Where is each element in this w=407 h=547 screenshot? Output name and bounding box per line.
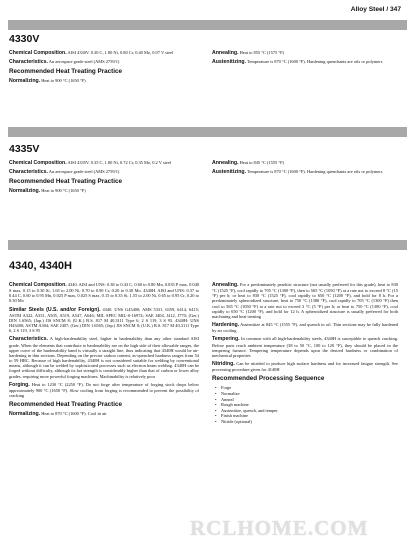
composition-text: AISI 4330V. 0.30 C, 1.80 Ni, 0.80 Cr, 0.40 Mo, 0.07 V steel: [67, 50, 174, 55]
characteristics-label: Characteristics.: [9, 59, 48, 66]
composition-paragraph: [9, 50, 199, 56]
austenitizing-label: Austenitizing.: [212, 59, 247, 66]
normalizing-label: Normalizing.: [9, 78, 41, 85]
normalizing-text: Heat to 900 °C (1650 °F): [41, 188, 86, 194]
processing-step: • Rough machine: [221, 402, 398, 408]
heat-treat-heading: Recommended Heat Treating Practice: [9, 401, 123, 409]
characteristics-paragraph: [9, 336, 199, 378]
right-column-4330v: [212, 50, 398, 68]
processing-sequence-heading: Recommended Processing Sequence: [212, 375, 325, 383]
characteristics-text: An aerospace grade steel (AMS 2759/1): [48, 59, 120, 65]
similar-steels-paragraph: [9, 307, 199, 334]
left-column-4330v: [9, 50, 199, 87]
composition-paragraph: [9, 160, 199, 166]
austenitizing-text: Temperature is 870 °C (1600 °F). Hardening quenchants are oils or polymers: [247, 59, 383, 65]
section-bar-4335v: [8, 127, 407, 137]
characteristics-paragraph: [9, 169, 199, 175]
composition-label: Chemical Composition.: [9, 160, 67, 166]
forging-label: Forging.: [9, 381, 30, 388]
heat-treat-heading: Recommended Heat Treating Practice: [9, 68, 123, 76]
annealing-paragraph: [212, 50, 398, 56]
characteristics-text: A high-hardenability steel, higher in hardenability than any other standard AISI grade. When the elements that contribute to hardenability are on the high side of their allowable ranges, the upper curve of the hardenability band is virtually a straight line, thus indicating that 4340H would be air-hardening in thin sections. Depending on the precise carbon content, as-quenched hardness ranges from 54 to 59 HRC. Because of high hardenability, 4340H is not considered suitable for welding by conventional means, although it can be welded by sophisticated processes such as electron beam welding. 4340H can be forged without difficulty, although its hot strength is considerably higher than that of carbon or lower alloy grades, requiring more powerful forging machines. Machinability is relatively poor: [9, 336, 199, 379]
processing-step: • Nitride (optional): [221, 419, 398, 425]
annealing-text: Heat to 845 °C (1555 °F): [239, 160, 284, 165]
normalizing-text: Heat to 900 °C (1650 °F): [41, 78, 86, 84]
hardening-text: Austenitize at 845 °C (1555 °F), and quench in oil. Thin sections may be fully hardened by air cooling: [212, 322, 398, 334]
annealing-text: For a predominately pearlitic structure (not usually preferred for this grade), heat to 830 °C (1525 °F), cool rapidly to 705 °C (1300 °F), then to 565 °C (1050 °F) at a rate not to exceed 8 °C (15 °F) per h; or heat to 830 °C (1525 °F), cool rapidly to 650 °C (1200 °F), and hold for 8 h. For a predominately spheroidized structure, heat to 750 °C (1380 °F), cool rapidly to 705 °C (1300 °F) then cool to 565 °C (1050 °F) at a rate not to exceed 3 °C (5 °F) per h; or heat to 750 °C (1380 °F), cool rapidly to 650 °C (1200 °F), and hold for 12 h. A spheroidized structure is usually preferred for both machining and heat treating: [212, 282, 398, 319]
processing-step: • Normalize: [221, 391, 398, 397]
processing-step: • Austenitize, quench, and temper: [221, 408, 398, 414]
annealing-paragraph: [212, 282, 398, 319]
heat-treat-heading: Recommended Heat Treating Practice: [9, 178, 123, 186]
processing-step: • Finish machine: [221, 413, 398, 419]
similar-steels-text: 4340. UNS G43400; AMS 5331, 6359, 6414, 6415; ASTM A322, A331, A505, A519, A547, A646; MIL SPEC MIL-S-16974; SAE J404, J412, J770; (Ger.) DIN 1.6565; (Jap.) JIS SNCM 8; (U.K.) B.S. 817 M 40,3111 Type 6, 2 S 119, 3 S 95. 4340H: UNS H43400; ASTM A304; SAE J407; (Ger.) DIN 1.6565; (Jap.) JIS SNCM 8; (U.K.) B.S. 817 M 40,3111 Type 6, 2 S 119, 3 S 95: [9, 306, 199, 334]
nitriding-text: Can be nitrided to produce high surface hardness and for increased fatigue strength. See processing procedure given for 4140H: [212, 361, 398, 373]
normalizing-label: Normalizing.: [9, 411, 41, 418]
austenitizing-label: Austenitizing.: [212, 169, 247, 176]
annealing-paragraph: [212, 160, 398, 166]
nitriding-paragraph: [212, 361, 398, 372]
composition-paragraph: [9, 282, 199, 304]
section-title-4330v: 4330V: [9, 33, 40, 45]
normalizing-label: Normalizing.: [9, 188, 41, 195]
annealing-label: Annealing.: [212, 50, 239, 56]
left-column-4335v: [9, 160, 199, 197]
processing-step: • Forge: [221, 385, 398, 391]
processing-sequence-list: [212, 385, 398, 424]
right-column-4340: [212, 282, 398, 425]
watermark: RCLHOME.COM: [190, 516, 369, 540]
section-title-4335v: 4335V: [9, 143, 40, 155]
composition-label: Chemical Composition.: [9, 282, 67, 288]
composition-label: Chemical Composition.: [9, 50, 67, 56]
normalizing-text: Heat to 870 °C (1600 °F). Cool in air: [41, 411, 107, 417]
composition-text: 4340. AISI and UNS: 0.38 to 0.43 C, 0.60 to 0.80 Mn, 0.035 P max, 0.040 S max, 0.15 to 0.30 Si, 1.65 to 2.00 Ni, 0.70 to 0.90 Cr, 0.20 to 0.30 Mo. 4340H. AISI and UNS: 0.37 to 0.44 C, 0.60 to 0.95 Mn, 0.025 P max, 0.025 S max, 0.15 to 0.35 Si, 1.55 to 2.00 Ni, 0.65 to 0.95 Cr, 0.20 to 0.30 Mo: [9, 282, 199, 304]
nitriding-label: Nitriding.: [212, 361, 235, 368]
normalizing-paragraph: [9, 78, 199, 84]
austenitizing-paragraph: [212, 169, 398, 175]
section-title-4340: 4340, 4340H: [9, 260, 72, 272]
left-column-4340: [9, 282, 199, 420]
similar-steels-label: Similar Steels (U.S. and/or Foreign).: [9, 306, 101, 313]
annealing-label: Annealing.: [212, 160, 239, 166]
section-bar-4340: [8, 240, 407, 250]
normalizing-paragraph: [9, 411, 199, 417]
processing-step: • Anneal: [221, 397, 398, 403]
austenitizing-text: Temperature is 870 °C (1600 °F). Hardening quenchants are oils or polymers: [247, 169, 383, 175]
tempering-paragraph: [212, 336, 398, 358]
running-header: Alloy Steel / 347: [350, 6, 401, 13]
right-column-4335v: [212, 160, 398, 178]
normalizing-paragraph: [9, 188, 199, 194]
hardening-paragraph: [212, 322, 398, 333]
composition-text: AISI 4335V. 0.35 C, 1.80 Ni, 0.72 Cr, 0.35 Mo, 0.2 V steel: [67, 160, 172, 165]
characteristics-text: An aerospace grade steel (AMS 2759/1): [48, 169, 120, 175]
tempering-text: In common with all high-hardenability steels, 4340H is susceptible to quench cracking. Before parts reach ambient temperature (38 to 50 °C, 100 to 120 °F), they should be placed in the tempering furnace. Tempering temperature depends upon the desired hardness or combination of mechanical properties: [212, 336, 398, 358]
forging-paragraph: [9, 382, 199, 398]
tempering-label: Tempering.: [212, 336, 240, 343]
characteristics-label: Characteristics.: [9, 336, 48, 343]
austenitizing-paragraph: [212, 59, 398, 65]
hardening-label: Hardening.: [212, 322, 240, 329]
annealing-label: Annealing.: [212, 282, 239, 288]
annealing-text: Heat to 855 °C (1575 °F): [239, 50, 284, 55]
characteristics-label: Characteristics.: [9, 169, 48, 176]
section-bar-4330v: [8, 20, 407, 30]
characteristics-paragraph: [9, 59, 199, 65]
forging-text: Heat to 1230 °C (2250 °F). Do not forge after temperature of forging stock drops below approximately 900 °C (1650 °F). Slow cooling from forging is recommended to prevent the possibility of cracking: [9, 381, 199, 398]
